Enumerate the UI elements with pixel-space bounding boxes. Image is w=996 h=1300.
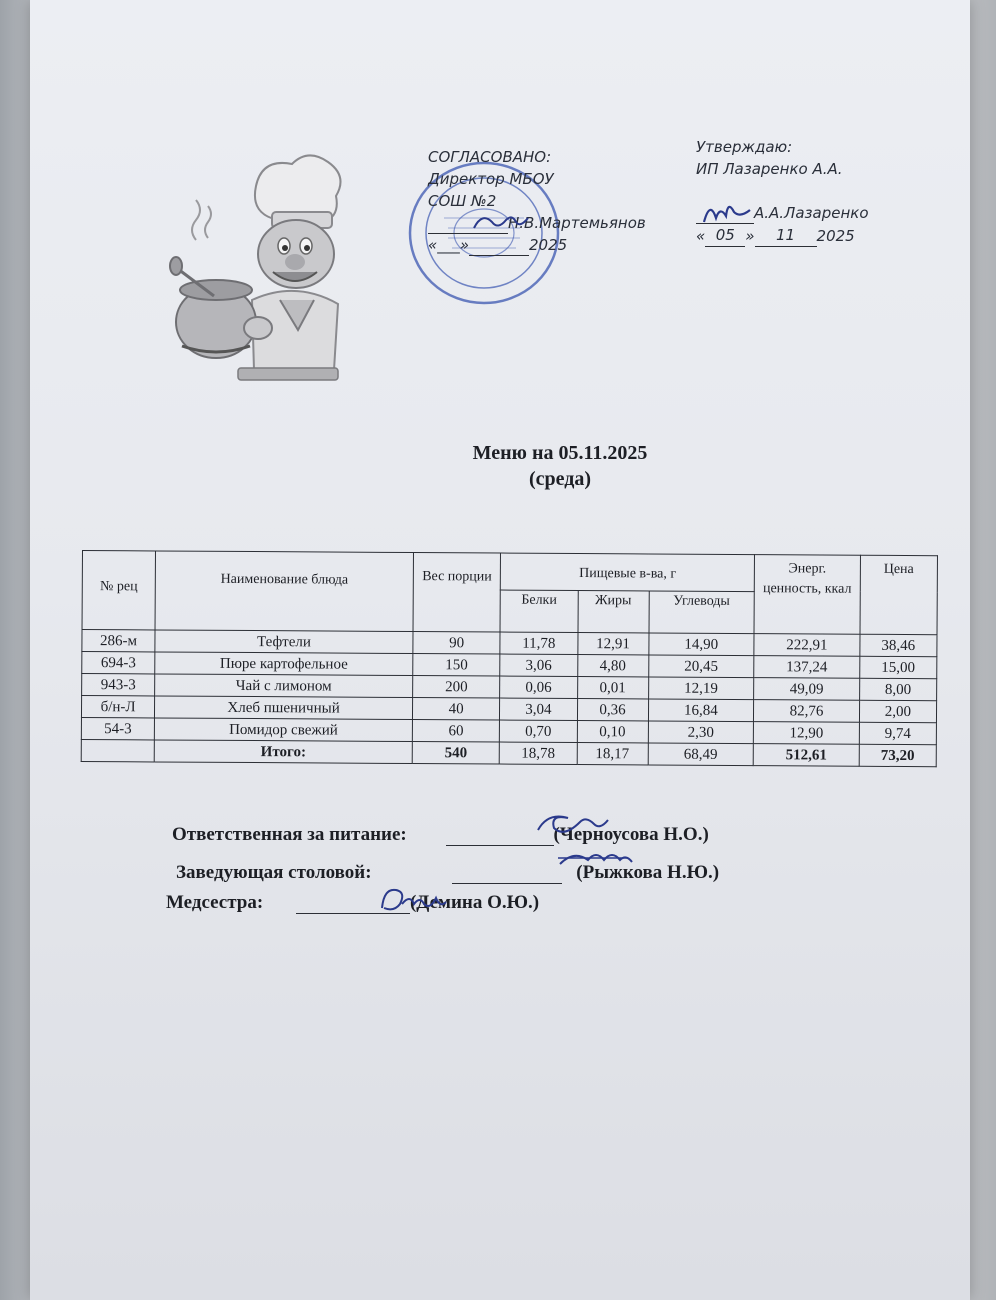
cell-protein: 11,78 (500, 632, 577, 654)
menu-title-date: Меню на 05.11.2025 (472, 442, 648, 464)
cell-protein: 3,06 (500, 654, 577, 676)
cell-price: 9,74 (859, 722, 936, 744)
header-price: Цена (860, 555, 938, 634)
header-weight: Вес порции (413, 553, 501, 633)
approved-heading: Утверждаю: (696, 138, 793, 156)
cell-rec: 943-3 (82, 674, 155, 696)
canteen-signature-icon (556, 846, 636, 876)
approved-month: 11 (775, 226, 796, 244)
cell-weight: 200 (413, 676, 500, 699)
cell-energy: 137,24 (754, 656, 860, 679)
cell-fat: 12,91 (577, 633, 648, 655)
cell-price: 15,00 (859, 656, 936, 678)
canteen-line (176, 862, 719, 884)
approved-org: ИП Лазаренко А.А. (696, 160, 843, 178)
canteen-name: (Рыжкова Н.Ю.) (576, 862, 720, 883)
cell-rec: 286-м (82, 630, 155, 652)
cell-rec: 54-3 (81, 717, 154, 739)
cell-rec: б/н-Л (81, 696, 154, 718)
agreed-position: Директор МБОУ (428, 170, 554, 188)
responsible-signature-icon (532, 810, 612, 842)
agreed-name: Н.В.Мартемьянов (508, 214, 646, 232)
cell-carbs: 20,45 (648, 655, 754, 678)
cell-energy: 49,09 (754, 678, 860, 701)
cell-weight: 40 (412, 698, 499, 721)
approved-name: А.А.Лазаренко (754, 204, 869, 222)
chef-illustration-icon (168, 150, 348, 385)
agreed-date-line (428, 234, 698, 256)
header-energy: Энерг. ценность, ккал (754, 555, 860, 635)
cell-fat: 0,10 (577, 721, 648, 743)
menu-table (81, 550, 938, 767)
header-carbs: Углеводы (649, 591, 755, 634)
approved-year: 2025 (816, 227, 855, 245)
total-weight: 540 (412, 742, 499, 765)
approved-date-line: « 05 » 11 2025 (696, 226, 855, 245)
nurse-label: Медсестра: (166, 892, 264, 913)
approver-signature-icon (700, 196, 760, 230)
cell-carbs: 2,30 (648, 721, 754, 744)
total-fat: 18,17 (577, 743, 648, 765)
agreed-signature-line (428, 212, 698, 234)
cell-energy: 82,76 (754, 700, 860, 723)
total-rec (81, 739, 154, 761)
total-energy: 512,61 (753, 744, 859, 767)
agreed-block (428, 146, 698, 256)
nurse-name: (Демина О.Ю.) (409, 892, 540, 913)
cell-carbs: 16,84 (648, 699, 754, 722)
header-protein: Белки (500, 590, 577, 633)
responsible-label: Ответственная за питание: (172, 824, 407, 845)
total-price: 73,20 (859, 744, 936, 766)
header-name: Наименование блюда (155, 551, 413, 632)
agreed-year: 2025 (529, 236, 568, 254)
cell-price: 38,46 (860, 634, 937, 656)
header-rec: № рец (82, 551, 156, 630)
table-header-row (82, 551, 937, 593)
menu-title (400, 440, 720, 492)
cell-protein: 3,04 (500, 698, 577, 720)
cell-rec: 694-3 (82, 652, 155, 674)
approved-block (696, 136, 936, 247)
agreed-date-prefix: «___» (428, 236, 470, 254)
cell-fat: 4,80 (577, 655, 648, 677)
menu-table-body (81, 630, 937, 745)
cell-weight: 150 (413, 654, 500, 677)
nurse-signature-icon (372, 882, 452, 916)
nurse-line (166, 892, 539, 914)
cell-name: Пюре картофельное (155, 652, 413, 676)
cell-weight: 60 (412, 720, 499, 743)
cell-energy: 222,91 (754, 634, 860, 657)
cell-weight: 90 (413, 632, 500, 655)
responsible-line (172, 824, 709, 846)
cell-energy: 12,90 (754, 722, 860, 745)
canteen-label: Заведующая столовой: (176, 862, 372, 883)
cell-price: 2,00 (859, 700, 936, 722)
cell-name: Хлеб пшеничный (155, 696, 413, 720)
cell-carbs: 14,90 (648, 633, 754, 656)
cell-name: Чай с лимоном (155, 674, 413, 698)
cell-protein: 0,06 (500, 676, 577, 698)
cell-name: Тефтели (155, 630, 413, 654)
cell-fat: 0,01 (577, 677, 648, 699)
agreed-heading: СОГЛАСОВАНО: (428, 148, 552, 166)
cell-name: Помидор свежий (154, 718, 412, 742)
cell-protein: 0,70 (500, 720, 577, 742)
total-label: Итого: (154, 740, 412, 764)
table-total-row (81, 739, 936, 766)
cell-carbs: 12,19 (648, 677, 754, 700)
total-protein: 18,78 (500, 742, 577, 764)
cell-fat: 0,36 (577, 699, 648, 721)
agreed-school: СОШ №2 (428, 192, 497, 210)
menu-title-weekday: (среда) (528, 468, 592, 490)
total-carbs: 68,49 (648, 743, 754, 766)
director-signature-icon (470, 208, 530, 238)
cell-price: 8,00 (859, 678, 936, 700)
responsible-name: (Черноусова Н.О.) (553, 824, 709, 845)
header-fat: Жиры (578, 590, 649, 633)
header-nutrients: Пищевые в-ва, г (501, 553, 755, 591)
approved-day: 05 (715, 226, 735, 244)
